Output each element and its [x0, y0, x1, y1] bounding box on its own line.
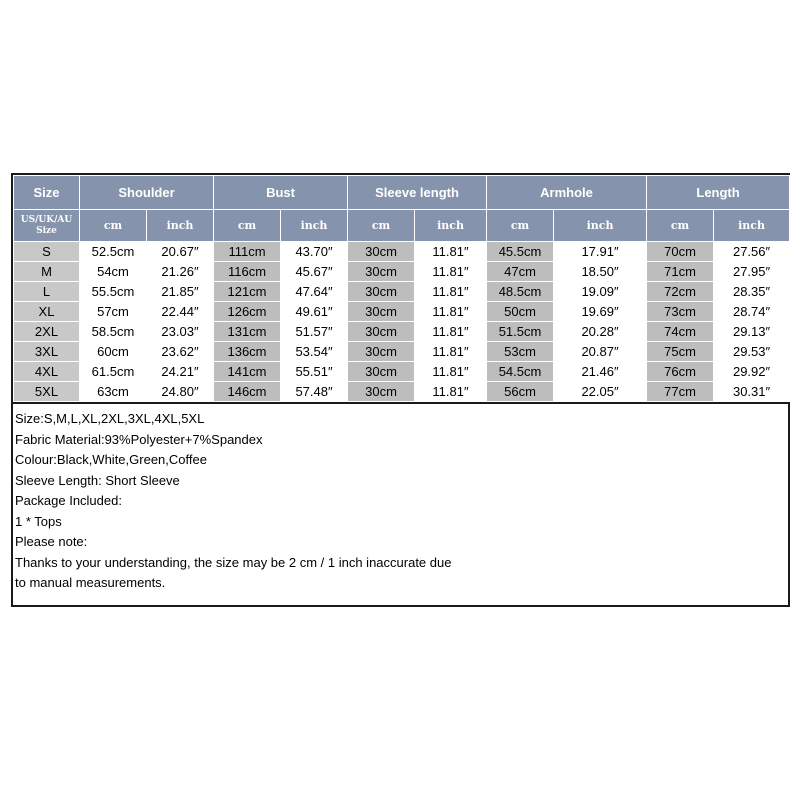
length-inch-cell: 28.74″ — [714, 302, 790, 322]
size-cell: 4XL — [14, 362, 80, 382]
armhole-cm-cell: 51.5cm — [487, 322, 554, 342]
header-region-label: US/UK/AU — [20, 214, 73, 225]
sleeve-inch-cell: 11.81″ — [415, 382, 487, 402]
sleeve-cm-cell: 30cm — [348, 362, 415, 382]
length-inch-cell: 28.35″ — [714, 282, 790, 302]
bust-cm-cell: 111cm — [214, 242, 281, 262]
length-cm-cell: 75cm — [647, 342, 714, 362]
bust-cm-cell: 126cm — [214, 302, 281, 322]
length-cm-cell: 72cm — [647, 282, 714, 302]
sleeve-cm-cell: 30cm — [348, 262, 415, 282]
bust-cm-cell: 116cm — [214, 262, 281, 282]
shoulder-cm-cell: 55.5cm — [80, 282, 147, 302]
unit-cm: cm — [214, 210, 281, 242]
note-disclaimer-line2: to manual measurements. — [15, 575, 166, 590]
armhole-cm-cell: 54.5cm — [487, 362, 554, 382]
bust-inch-cell: 57.48″ — [281, 382, 348, 402]
armhole-inch-cell: 20.87″ — [554, 342, 647, 362]
header-size: Size — [14, 176, 80, 210]
bust-cm-cell: 136cm — [214, 342, 281, 362]
header-shoulder: Shoulder — [80, 176, 214, 210]
bust-inch-cell: 51.57″ — [281, 322, 348, 342]
length-inch-cell: 29.53″ — [714, 342, 790, 362]
sleeve-inch-cell: 11.81″ — [415, 242, 487, 262]
shoulder-cm-cell: 63cm — [80, 382, 147, 402]
length-cm-cell: 71cm — [647, 262, 714, 282]
bust-inch-cell: 55.51″ — [281, 362, 348, 382]
bust-inch-cell: 45.67″ — [281, 262, 348, 282]
header-length: Length — [647, 176, 790, 210]
length-inch-cell: 29.13″ — [714, 322, 790, 342]
unit-inch: inch — [281, 210, 348, 242]
length-inch-cell: 27.95″ — [714, 262, 790, 282]
unit-inch: inch — [415, 210, 487, 242]
armhole-inch-cell: 17.91″ — [554, 242, 647, 262]
bust-cm-cell: 121cm — [214, 282, 281, 302]
size-cell: L — [14, 282, 80, 302]
shoulder-inch-cell: 20.67″ — [147, 242, 214, 262]
size-table — [13, 175, 790, 402]
sleeve-cm-cell: 30cm — [348, 382, 415, 402]
sleeve-inch-cell: 11.81″ — [415, 342, 487, 362]
bust-cm-cell: 141cm — [214, 362, 281, 382]
bust-cm-cell: 131cm — [214, 322, 281, 342]
length-inch-cell: 30.31″ — [714, 382, 790, 402]
note-package-label: Package Included: — [15, 493, 122, 508]
armhole-inch-cell: 21.46″ — [554, 362, 647, 382]
armhole-cm-cell: 48.5cm — [487, 282, 554, 302]
sleeve-inch-cell: 11.81″ — [415, 262, 487, 282]
unit-cm: cm — [80, 210, 147, 242]
table-row — [14, 362, 790, 382]
header-row-units — [14, 210, 790, 242]
note-colour: Colour:Black,White,Green,Coffee — [15, 452, 207, 467]
sleeve-cm-cell: 30cm — [348, 242, 415, 262]
note-disclaimer-line1: Thanks to your understanding, the size may be 2 cm / 1 inch inaccurate due — [15, 554, 452, 570]
shoulder-cm-cell: 61.5cm — [80, 362, 147, 382]
header-region-size — [14, 210, 80, 242]
size-cell: XL — [14, 302, 80, 322]
length-inch-cell: 27.56″ — [714, 242, 790, 262]
bust-inch-cell: 47.64″ — [281, 282, 348, 302]
table-row — [14, 242, 790, 262]
shoulder-inch-cell: 21.85″ — [147, 282, 214, 302]
shoulder-inch-cell: 23.62″ — [147, 342, 214, 362]
header-sleeve-length: Sleeve length — [348, 176, 487, 210]
header-row-groups — [14, 176, 790, 210]
note-sizes: Size:S,M,L,XL,2XL,3XL,4XL,5XL — [15, 411, 205, 426]
sleeve-inch-cell: 11.81″ — [415, 322, 487, 342]
size-cell: S — [14, 242, 80, 262]
shoulder-inch-cell: 23.03″ — [147, 322, 214, 342]
shoulder-cm-cell: 52.5cm — [80, 242, 147, 262]
size-cell: M — [14, 262, 80, 282]
shoulder-cm-cell: 60cm — [80, 342, 147, 362]
shoulder-inch-cell: 24.80″ — [147, 382, 214, 402]
armhole-inch-cell: 20.28″ — [554, 322, 647, 342]
armhole-cm-cell: 50cm — [487, 302, 554, 322]
sleeve-cm-cell: 30cm — [348, 302, 415, 322]
unit-cm: cm — [348, 210, 415, 242]
bust-inch-cell: 43.70″ — [281, 242, 348, 262]
armhole-inch-cell: 19.69″ — [554, 302, 647, 322]
header-region-size-label: Size — [36, 225, 57, 236]
length-inch-cell: 29.92″ — [714, 362, 790, 382]
sleeve-inch-cell: 11.81″ — [415, 302, 487, 322]
shoulder-inch-cell: 21.26″ — [147, 262, 214, 282]
unit-inch: inch — [147, 210, 214, 242]
table-row — [14, 382, 790, 402]
armhole-inch-cell: 18.50″ — [554, 262, 647, 282]
note-package-contents: 1 * Tops — [15, 513, 62, 529]
table-row — [14, 282, 790, 302]
armhole-cm-cell: 56cm — [487, 382, 554, 402]
bust-inch-cell: 53.54″ — [281, 342, 348, 362]
sleeve-cm-cell: 30cm — [348, 322, 415, 342]
shoulder-cm-cell: 58.5cm — [80, 322, 147, 342]
armhole-inch-cell: 19.09″ — [554, 282, 647, 302]
note-sleeve-length: Sleeve Length: Short Sleeve — [15, 472, 180, 488]
product-notes — [13, 402, 788, 605]
size-chart — [11, 173, 790, 607]
armhole-cm-cell: 47cm — [487, 262, 554, 282]
size-cell: 3XL — [14, 342, 80, 362]
sleeve-inch-cell: 11.81″ — [415, 282, 487, 302]
length-cm-cell: 73cm — [647, 302, 714, 322]
size-cell: 2XL — [14, 322, 80, 342]
unit-inch: inch — [714, 210, 790, 242]
armhole-inch-cell: 22.05″ — [554, 382, 647, 402]
sleeve-cm-cell: 30cm — [348, 282, 415, 302]
note-please-note: Please note: — [15, 534, 88, 549]
bust-cm-cell: 146cm — [214, 382, 281, 402]
length-cm-cell: 76cm — [647, 362, 714, 382]
unit-cm: cm — [647, 210, 714, 242]
table-row — [14, 302, 790, 322]
bust-inch-cell: 49.61″ — [281, 302, 348, 322]
length-cm-cell: 77cm — [647, 382, 714, 402]
shoulder-cm-cell: 54cm — [80, 262, 147, 282]
length-cm-cell: 74cm — [647, 322, 714, 342]
shoulder-inch-cell: 24.21″ — [147, 362, 214, 382]
armhole-cm-cell: 45.5cm — [487, 242, 554, 262]
table-row — [14, 322, 790, 342]
size-cell: 5XL — [14, 382, 80, 402]
note-fabric: Fabric Material:93%Polyester+7%Spandex — [15, 431, 263, 447]
sleeve-inch-cell: 11.81″ — [415, 362, 487, 382]
unit-cm: cm — [487, 210, 554, 242]
sleeve-cm-cell: 30cm — [348, 342, 415, 362]
unit-inch: inch — [554, 210, 647, 242]
shoulder-inch-cell: 22.44″ — [147, 302, 214, 322]
header-bust: Bust — [214, 176, 348, 210]
shoulder-cm-cell: 57cm — [80, 302, 147, 322]
header-armhole: Armhole — [487, 176, 647, 210]
table-row — [14, 342, 790, 362]
table-row — [14, 262, 790, 282]
length-cm-cell: 70cm — [647, 242, 714, 262]
armhole-cm-cell: 53cm — [487, 342, 554, 362]
